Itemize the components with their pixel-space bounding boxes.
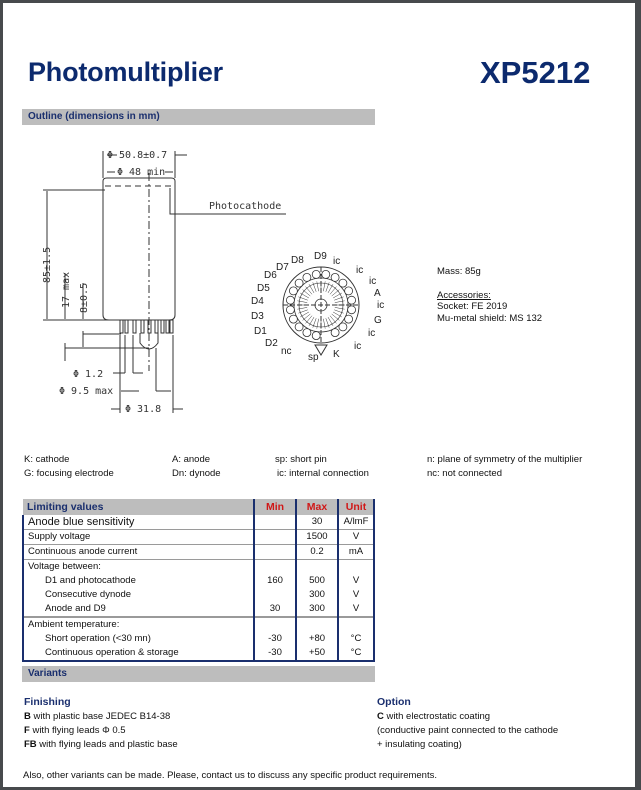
table-row: [23, 515, 374, 530]
limiting-values-table: [22, 499, 375, 662]
row-label: Continuous operation & storage: [23, 646, 254, 661]
pin-label-d4: D4: [251, 296, 264, 307]
pin-circle: [312, 270, 320, 278]
row-label: Voltage between:: [23, 560, 254, 575]
header-max: Max: [296, 499, 338, 515]
row-label: Anode blue sensitivity: [23, 515, 254, 530]
variant-text: with flying leads and plastic base: [36, 739, 178, 750]
pin-circle: [312, 332, 320, 340]
pin-label-ic-1: ic: [333, 256, 341, 267]
option-line: [377, 725, 558, 736]
pin-label-d2: D2: [265, 338, 278, 349]
row-label: Anode and D9: [23, 602, 254, 617]
row-max: +50: [296, 646, 338, 661]
option-text: (conductive paint connected to the cathode: [377, 725, 559, 736]
header-unit: Unit: [338, 499, 374, 515]
outline-drawing: [3, 133, 635, 433]
dim-outer-diameter: Φ 50.8±0.7: [107, 150, 168, 161]
pin-circle: [286, 306, 294, 314]
row-max: 300: [296, 602, 338, 617]
row-unit: V: [338, 602, 374, 617]
pin-label-ic-6: ic: [354, 341, 362, 352]
tube-body: [103, 178, 175, 320]
row-label: Short operation (<30 mn): [23, 632, 254, 646]
row-label: Ambient temperature:: [23, 617, 254, 632]
header-min: Min: [254, 499, 296, 515]
finishing-item: [24, 725, 126, 736]
dim-overall-length: 85±1.5: [42, 246, 53, 283]
footer-note: Also, other variants can be made. Please, contact us to discuss any specific product requirements.: [23, 770, 437, 781]
dim-photocathode-diameter: Φ 48 min: [117, 167, 166, 178]
header-limiting-values: Limiting values: [23, 499, 254, 515]
pin-circle: [295, 279, 303, 287]
pin-label-d1: D1: [254, 326, 267, 337]
pin-circle: [289, 315, 297, 323]
row-unit: [338, 560, 374, 575]
row-unit: V: [338, 588, 374, 602]
row-unit: [338, 617, 374, 632]
pin-circle: [331, 273, 339, 281]
row-min: -30: [254, 646, 296, 661]
row-unit: °C: [338, 632, 374, 646]
row-max: 500: [296, 574, 338, 588]
row-min: [254, 588, 296, 602]
legend-focusing: G: focusing electrode: [24, 468, 114, 479]
row-label: Consecutive dynode: [23, 588, 254, 602]
pin-label-ic-5: ic: [368, 328, 376, 339]
accessories-label: Accessories:: [437, 290, 491, 301]
option-line: [377, 711, 490, 722]
datasheet-page: [3, 3, 635, 787]
pin-label-sp: sp: [308, 352, 319, 363]
row-label: Supply voltage: [23, 530, 254, 545]
dim-pin-length-max: 17 max: [61, 271, 72, 308]
row-min: 30: [254, 602, 296, 617]
pin-label-k: K: [333, 349, 340, 360]
row-min: [254, 560, 296, 575]
variant-text: with flying leads Φ 0.5: [29, 725, 126, 736]
model-number: XP5212: [480, 55, 591, 90]
socket-text: Socket: FE 2019: [437, 301, 508, 312]
option-code: C: [377, 711, 384, 722]
finishing-item: [24, 711, 170, 722]
variant-text: with plastic base JEDEC B14-38: [30, 711, 171, 722]
row-min: [254, 617, 296, 632]
pin-circle: [295, 323, 303, 331]
pin-label-d5: D5: [257, 283, 270, 294]
row-unit: °C: [338, 646, 374, 661]
variants-section-header: Variants: [22, 666, 375, 682]
pin-circle: [345, 315, 353, 323]
row-label: D1 and photocathode: [23, 574, 254, 588]
table-row: [23, 617, 374, 632]
row-min: 160: [254, 574, 296, 588]
row-unit: A/lmF: [338, 515, 374, 530]
pin-circle: [322, 270, 330, 278]
pin-circle: [331, 329, 339, 337]
row-max: 30: [296, 515, 338, 530]
pin-label-ic-4: ic: [377, 300, 385, 311]
outline-section-header: Outline (dimensions in mm): [22, 109, 375, 125]
pin-circle: [339, 279, 347, 287]
shield-text: Mu-metal shield: MS 132: [437, 313, 543, 324]
pin-circle: [303, 329, 311, 337]
pin-circle: [289, 287, 297, 295]
pin-circle: [348, 296, 356, 304]
pin-label-ic-3: ic: [369, 276, 377, 287]
table-row: [23, 588, 374, 602]
row-max: 1500: [296, 530, 338, 545]
pin-label-a: A: [374, 288, 381, 299]
legend-short-pin: sp: short pin: [275, 454, 327, 465]
legend-cathode: K: cathode: [24, 454, 70, 465]
variant-code: FB: [24, 739, 37, 750]
row-min: [254, 545, 296, 560]
option-title: Option: [377, 696, 411, 708]
row-label: Continuous anode current: [23, 545, 254, 560]
row-min: [254, 515, 296, 530]
option-line: [377, 739, 462, 750]
pin-circle: [348, 306, 356, 314]
variant-code: F: [24, 725, 30, 736]
pin-circle: [286, 296, 294, 304]
row-min: -30: [254, 632, 296, 646]
pin-label-nc: nc: [281, 346, 292, 357]
legend-anode: A: anode: [172, 454, 211, 465]
table-row: [23, 560, 374, 575]
pin-label-ic-2: ic: [356, 265, 364, 276]
pin-circle: [303, 273, 311, 281]
page-title: Photomultiplier: [28, 57, 223, 87]
table-row: [23, 530, 374, 545]
dim-pin-circle-diameter: Φ 31.8: [125, 404, 162, 415]
pin-circle: [339, 323, 347, 331]
dim-pin-diameter: Φ 1.2: [73, 369, 104, 380]
pin-circle: [345, 287, 353, 295]
pin-label-d6: D6: [264, 270, 277, 281]
pin-labels: [251, 251, 384, 363]
option-text: + insulating coating): [377, 739, 462, 750]
pin-label-g: G: [374, 315, 382, 326]
row-max: [296, 560, 338, 575]
row-max: +80: [296, 632, 338, 646]
row-min: [254, 530, 296, 545]
finishing-item: [24, 739, 178, 750]
table-row: [23, 646, 374, 661]
legend-not-connected: nc: not connected: [427, 468, 502, 479]
table-row: [23, 632, 374, 646]
dim-center-pin-diameter: Φ 9.5 max: [59, 386, 114, 397]
table-row: [23, 574, 374, 588]
table-row: [23, 545, 374, 560]
mass-text: Mass: 85g: [437, 266, 481, 277]
pin-label-d9: D9: [314, 251, 327, 262]
legend-dynode: Dn: dynode: [172, 468, 221, 479]
legend-symmetry: n: plane of symmetry of the multiplier: [427, 454, 583, 465]
row-max: [296, 617, 338, 632]
pin-label-d3: D3: [251, 311, 264, 322]
row-max: 0.2: [296, 545, 338, 560]
dim-pin-section: 8±0.5: [79, 282, 90, 313]
row-max: 300: [296, 588, 338, 602]
pin-label-d7: D7: [276, 262, 289, 273]
table-header-row: [23, 499, 374, 515]
row-unit: V: [338, 574, 374, 588]
base-pins: [120, 320, 173, 349]
pin-label-d8: D8: [291, 255, 304, 266]
row-unit: V: [338, 530, 374, 545]
option-text: with electrostatic coating: [383, 711, 491, 722]
variant-code: B: [24, 711, 31, 722]
table-row: [23, 602, 374, 617]
photocathode-label: Photocathode: [209, 201, 282, 212]
legend-internal: ic: internal connection: [277, 468, 369, 479]
row-unit: mA: [338, 545, 374, 560]
finishing-title: Finishing: [24, 696, 71, 708]
